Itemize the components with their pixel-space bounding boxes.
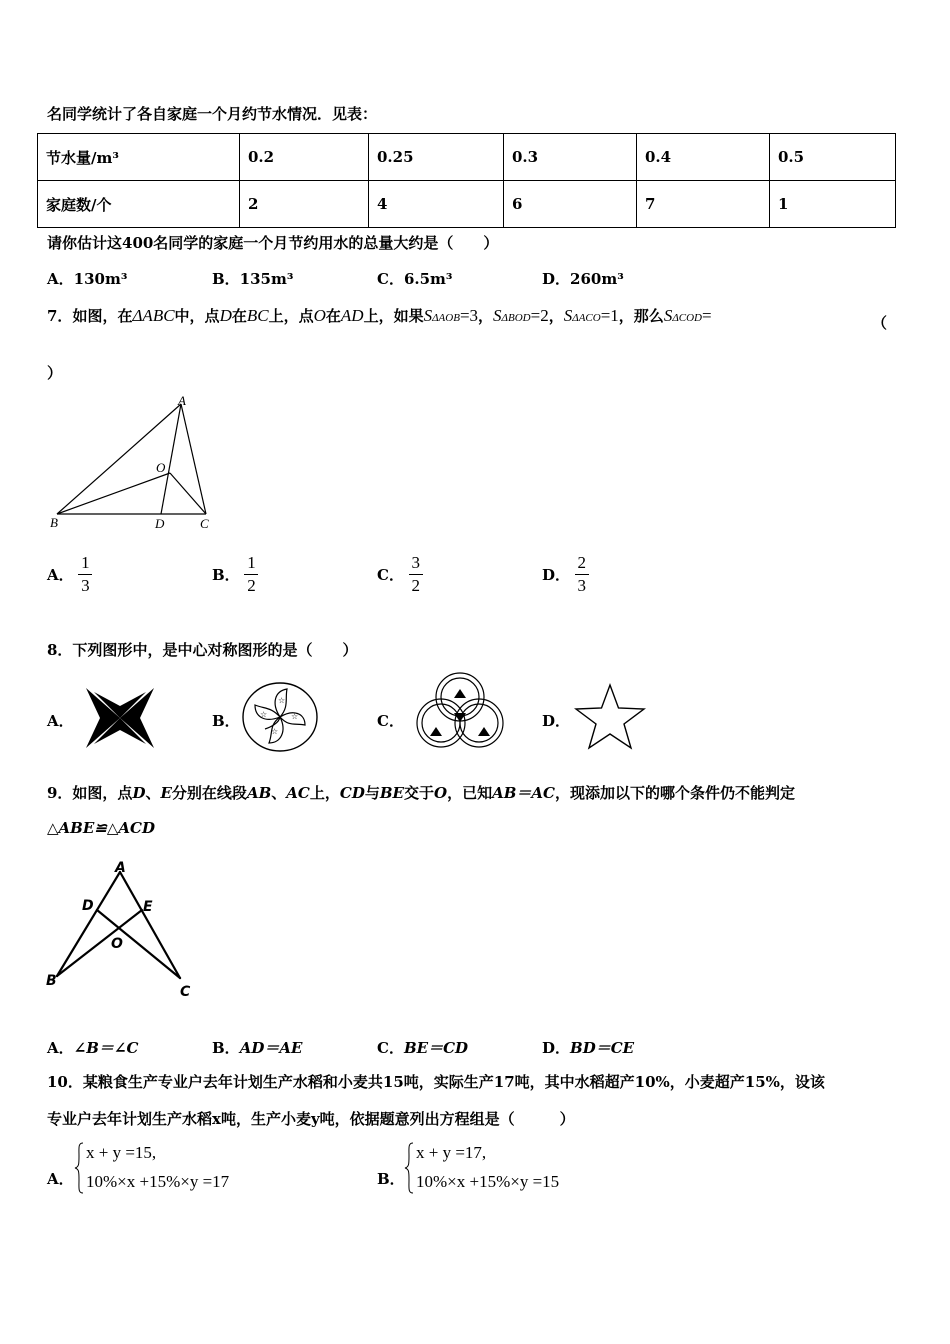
q7-area-bod: SΔBOD=2: [493, 306, 549, 325]
table-row: [38, 134, 896, 181]
water-saving-table: [37, 133, 896, 228]
q9-text: 、: [271, 784, 287, 802]
q9-condition: AB＝AC: [492, 784, 555, 802]
q7-triangle: ΔABC: [132, 306, 175, 325]
label-b: B: [50, 515, 58, 530]
table-cell: 0.3: [504, 134, 637, 181]
q9-text: 9．如图，点: [47, 784, 133, 802]
q7-paren-close: ）: [47, 364, 63, 382]
q9-seg-ab: AB: [246, 784, 272, 802]
q7-text: 如图，在: [72, 307, 133, 325]
q7-text: 上，点: [268, 307, 314, 325]
q10-question-line2: 专业户去年计划生产水稻x吨，生产小麦y吨，依据题意列出方程组是（ ）: [47, 1110, 575, 1128]
label-a: A: [178, 393, 186, 408]
q10-option-b-eq2: 10%×x +15%×y =15: [416, 1172, 560, 1191]
q9-seg-be: BE: [379, 784, 404, 802]
star-icon: ☆: [271, 727, 279, 736]
brace-icon: [404, 1142, 416, 1194]
q8-figure-d: [573, 682, 647, 750]
ring: [417, 699, 465, 747]
q7-option-d: D． $\frac{2}{3}$: [542, 553, 589, 596]
petal: [255, 705, 280, 719]
table-cell: 4: [369, 181, 504, 228]
q9-point-d: D: [132, 784, 146, 802]
triangle-up-icon: [454, 689, 466, 698]
q9-seg-ac: AC: [286, 784, 310, 802]
q10-option-a-eq2: 10%×x +15%×y =17: [86, 1172, 230, 1191]
label-e: E: [143, 899, 153, 915]
star-outline: [576, 685, 644, 748]
q7-area-aob: SΔAOB=3: [423, 306, 479, 325]
q6-option-c: C．6.5m³: [377, 270, 453, 288]
q7-number: 7．: [47, 307, 73, 325]
table-cell: 1: [770, 181, 896, 228]
q10-option-b-eq1: x + y =17,: [416, 1143, 487, 1162]
segment-ab: [57, 404, 181, 514]
label-b: B: [46, 973, 57, 989]
segment-oc: [170, 473, 206, 514]
table-cell: 0.25: [369, 134, 504, 181]
label-d: D: [82, 898, 94, 914]
q8-option-d-label: D．: [542, 712, 571, 730]
q7-seg-bc: BC: [246, 306, 269, 325]
q7-area-cod: SΔCOD=: [663, 306, 712, 325]
q8-option-a-label: A．: [47, 712, 74, 730]
table-cell: 0.5: [770, 134, 896, 181]
q7-area-aco: SΔACO=1: [563, 306, 619, 325]
q9-question-line1: [47, 782, 795, 803]
q8-figure-a: [84, 686, 156, 750]
q6-option-d: D．260m³: [542, 270, 624, 288]
brace-icon: [74, 1142, 86, 1194]
q9-text: 交于: [403, 784, 434, 802]
segment-bo: [57, 473, 170, 514]
q10-question-line1: 10．某粮食生产专业户去年计划生产水稻和小麦共15吨，实际生产17吨，其中水稻超产10%，小麦超产15%，设该: [47, 1073, 825, 1091]
q6-option-b: B．135m³: [212, 270, 294, 288]
label-o: O: [156, 460, 166, 475]
q9-text: 分别在线段: [171, 784, 247, 802]
q9-text: 与: [364, 784, 380, 802]
q7-text: 上，如果: [363, 307, 424, 325]
q9-point-o: O: [433, 784, 448, 802]
segment-dc: [97, 910, 180, 978]
segment-ac: [120, 872, 180, 978]
q10-option-a-label: A．: [47, 1170, 74, 1188]
q9-question-line2: △ABE≌△ACD: [47, 819, 155, 837]
q7-text: ，: [478, 307, 494, 325]
label-o: O: [111, 936, 123, 952]
star-icon: ☆: [260, 710, 268, 719]
q8-question: 8．下列图形中，是中心对称图形的是（ ）: [47, 641, 358, 659]
q9-point-e: E: [160, 784, 172, 802]
q7-figure: [44, 393, 224, 533]
q10-option-b-label: B．: [377, 1170, 405, 1188]
q7-text: 中，点: [174, 307, 220, 325]
table-cell: 家庭数/个: [38, 181, 240, 228]
q8-figure-b: [241, 681, 319, 753]
label-c: C: [180, 984, 191, 1000]
triangle-up-icon: [478, 727, 490, 736]
label-d: D: [155, 516, 165, 531]
star-icon: ☆: [278, 696, 286, 705]
intro-line: 名同学统计了各自家庭一个月约节水情况．见表：: [47, 105, 378, 123]
table-cell: 0.4: [637, 134, 770, 181]
segment-eb: [57, 910, 142, 976]
q9-text: ，现添加以下的哪个条件仍不能判定: [554, 784, 795, 802]
star-icon: ☆: [291, 712, 299, 721]
segment-ac: [181, 404, 206, 514]
table-cell: 7: [637, 181, 770, 228]
q8-option-c-label: C．: [377, 712, 404, 730]
label-c: C: [200, 516, 209, 531]
q7-question: [47, 305, 712, 326]
triangle-up-icon: [430, 727, 442, 736]
q7-text: ，那么: [618, 307, 664, 325]
segment-ab: [57, 872, 120, 976]
q9-option-a: A．∠B＝∠C: [47, 1039, 139, 1057]
q9-option-d: D．BD＝CE: [542, 1039, 635, 1057]
q7-option-c: C． $\frac{3}{2}$: [377, 553, 423, 596]
table-row: [38, 181, 896, 228]
q7-seg-ad: AD: [340, 306, 364, 325]
ring: [460, 704, 498, 742]
q9-seg-cd: CD: [339, 784, 365, 802]
q8-option-b-label: B．: [212, 712, 240, 730]
table-cell: 0.2: [240, 134, 369, 181]
q10-option-a-eq1: x + y =15,: [86, 1143, 157, 1162]
q6-question: 请你估计这400名同学的家庭一个月节约用水的总量大约是（ ）: [47, 234, 499, 252]
table-cell: 节水量/m³: [38, 134, 240, 181]
q9-figure: [42, 858, 202, 1000]
table-cell: 6: [504, 181, 637, 228]
q7-text: 在: [231, 307, 247, 325]
q9-text: 上，: [309, 784, 340, 802]
q7-text: ，: [548, 307, 564, 325]
ring: [455, 699, 503, 747]
q7-text: 在: [325, 307, 341, 325]
q7-paren-open: （: [872, 314, 888, 332]
ring: [422, 704, 460, 742]
q7-option-a: A． $\frac{1}{3}$: [47, 553, 92, 596]
q9-text: ，已知: [447, 784, 493, 802]
q7-point-o: O: [313, 306, 326, 325]
label-a: A: [115, 860, 126, 876]
q7-point-d: D: [219, 306, 232, 325]
table-cell: 2: [240, 181, 369, 228]
q7-option-b: B． $\frac{1}{2}$: [212, 553, 258, 596]
segment-ad: [161, 404, 181, 514]
q6-option-a: A．130m³: [47, 270, 128, 288]
q9-text: 、: [145, 784, 161, 802]
q9-option-b: B．AD＝AE: [212, 1039, 303, 1057]
q9-option-c: C．BE＝CD: [377, 1039, 469, 1057]
q8-figure-c: [414, 671, 506, 751]
